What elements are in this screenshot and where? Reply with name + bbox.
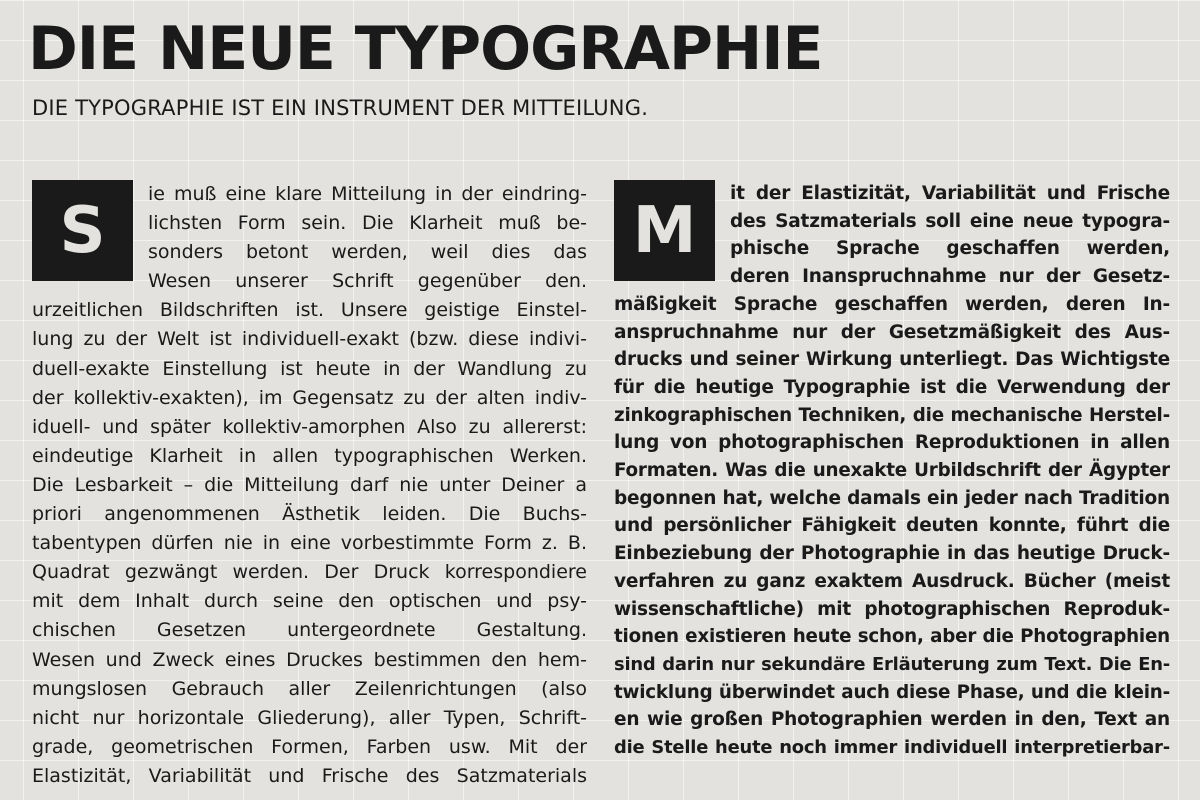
left-line-3: sonders betont werden, weil dies das [148,241,587,264]
left-line-11: Die Lesbarkeit – die Mitteilung darf nie unter Deiner a [32,473,587,496]
left-line-17: Wesen und Zweck eines Druckes bestimmen den hem- [32,648,587,671]
page-title: DIE NEUE TYPOGRAPHIE [28,14,823,84]
right-line-1: it der Elastizität, Variabilität und Frische [730,183,1170,204]
right-line-15: verfahren zu ganz exaktem Ausdruck. Bücher (meist [614,570,1170,592]
left-line-4: Wesen unserer Schrift gegenüber den. [148,270,587,293]
right-column [614,180,1170,762]
right-line-2: des Satzmaterials soll eine neue typogra- [730,210,1170,232]
right-line-4: deren Inanspruchnahme nur der Gesetz- [730,266,1170,288]
left-line-8: der kollektiv-exakten), im Gegensatz zu der alten indiv- [32,386,587,409]
left-line-12: priori angenommenen Ästhetik leiden. Die Buchs- [32,503,587,526]
left-line-21: Elastizität, Variabilität und Frische des Satzmaterials [32,764,587,787]
right-line-14: Einbeziebung der Photographie in das heutige Druck- [614,543,1170,565]
left-line-9: iduell- und später kollektiv-amorphen Also zu allererst: [32,415,587,438]
right-line-8: für die heutige Typographie ist die Verwendung der [614,376,1170,398]
right-line-21: die Stelle heute noch immer individuell interpretierbar- [614,737,1170,759]
right-line-16: wissenschaftliche) mit photographischen Reproduk- [614,598,1170,620]
left-line-5: urzeitlichen Bildschriften ist. Unsere geistige Einstel- [32,299,587,322]
right-line-7: drucks und seiner Wirkung unterliegt. Das Wichtigste [614,349,1170,371]
left-line-13: tabentypen dürfen nie in eine vorbestimmte Form z. B. [32,532,587,555]
right-line-9: zinkographischen Techniken, die mechanische Herstel- [614,404,1170,426]
left-column [32,180,587,791]
right-line-3: phische Sprache geschaffen werden, [730,238,1170,260]
left-line-18: mungslosen Gebrauch aller Zeilenrichtungen (also [32,677,587,700]
right-line-10: lung von photographischen Reproduktionen in allen [614,432,1170,454]
right-line-19: twicklung überwindet auch diese Phase, und die klein- [614,681,1170,703]
left-line-15: mit dem Inhalt durch seine den optischen und psy- [32,590,587,613]
right-line-18: sind darin nur sekundäre Erläuterung zum Text. Die En- [614,653,1170,675]
right-line-13: und persönlicher Fähigkeit deuten konnte, führt die [614,515,1170,537]
page-subtitle: DIE TYPOGRAPHIE IST EIN INSTRUMENT DER MITTEILUNG. [32,96,649,120]
right-line-6: anspruchnahme nur der Gesetzmäßigkeit des Aus- [614,321,1170,343]
dropcap-right: M [614,180,715,281]
right-line-5: mäßigkeit Sprache geschaffen werden, deren In- [614,293,1170,315]
right-line-11: Formaten. Was die unexakte Urbildschrift der Ägypter [614,460,1170,482]
right-line-17: tionen existieren heute schon, aber die Photographien [614,626,1170,648]
dropcap-left: S [32,180,133,281]
left-line-1: ie muß eine klare Mitteilung in der eindring- [148,183,587,205]
left-line-2: lichsten Form sein. Die Klarheit muß be- [148,212,587,235]
left-line-20: grade, geometrischen Formen, Farben usw. Mit der [32,735,587,758]
right-line-20: en wie großen Photographien werden in den, Text an [614,709,1170,731]
right-line-12: begonnen hat, welche damals ein jeder nach Tradition [614,487,1170,509]
left-line-10: eindeutige Klarheit in allen typographischen Werken. [32,444,587,467]
left-line-19: nicht nur horizontale Gliederung), aller Typen, Schrift- [32,706,587,729]
left-line-7: duell-exakte Einstellung ist heute in der Wandlung zu [32,357,587,380]
left-line-6: lung zu der Welt ist individuell-exakt (bzw. diese indivi- [32,328,587,351]
left-line-16: chischen Gesetzen untergeordnete Gestaltung. [32,619,587,642]
left-line-14: Quadrat gezwängt werden. Der Druck korrespondiere [32,561,587,584]
